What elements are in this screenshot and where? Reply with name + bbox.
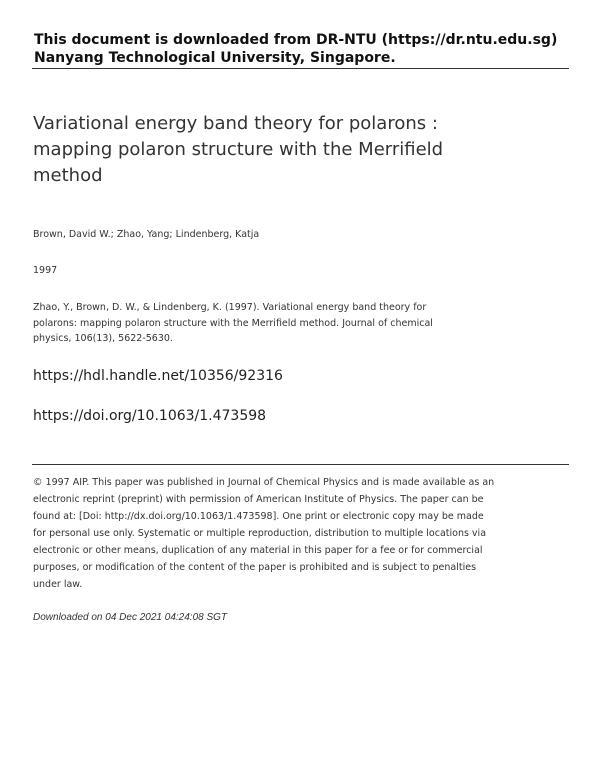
publication-year: 1997 — [33, 265, 58, 276]
copyright-notice: © 1997 AIP. This paper was published in Journal of Chemical Physics and is made available as an electronic reprint (preprint) with permission of American Institute of Physics. The paper can be found at: [Doi: http://dx.doi.org/10.1063/1.473598]. One print or electronic copy may be made for personal use only. Systematic or multiple reproduction, distribution to multiple locations via electronic or other means, duplication of any material in this paper for a fee or for commercial purposes, or modification of the content of the paper is prohibited and is subject to penalties under law. — [33, 477, 495, 590]
doi-link[interactable]: https://doi.org/10.1063/1.473598 — [33, 408, 267, 424]
title-line-2: mapping polaron structure with the Merrifield — [33, 139, 444, 160]
title-line-3: method — [33, 165, 103, 186]
document-title — [33, 111, 503, 189]
citation: Zhao, Y., Brown, D. W., & Lindenberg, K. (1997). Variational energy band theory for polarons: mapping polaron structure with the Merrifield method. Journal of chemical physics, 106(13), 5622‑5630. — [33, 302, 433, 344]
copyright-divider — [32, 464, 569, 465]
hdl-link[interactable]: https://hdl.handle.net/10356/92316 — [33, 368, 283, 384]
header-divider — [32, 68, 569, 69]
authors: Brown, David W.; Zhao, Yang; Lindenberg, Katja — [33, 229, 260, 240]
download-timestamp: Downloaded on 04 Dec 2021 04:24:08 SGT — [33, 612, 228, 623]
header-source-line: This document is downloaded from DR‑NTU (https://dr.ntu.edu.sg) — [34, 32, 558, 48]
header-institution-line: Nanyang Technological University, Singapore. — [34, 50, 396, 66]
title-line-1: Variational energy band theory for polarons : — [33, 113, 438, 134]
repository-header — [34, 31, 569, 67]
